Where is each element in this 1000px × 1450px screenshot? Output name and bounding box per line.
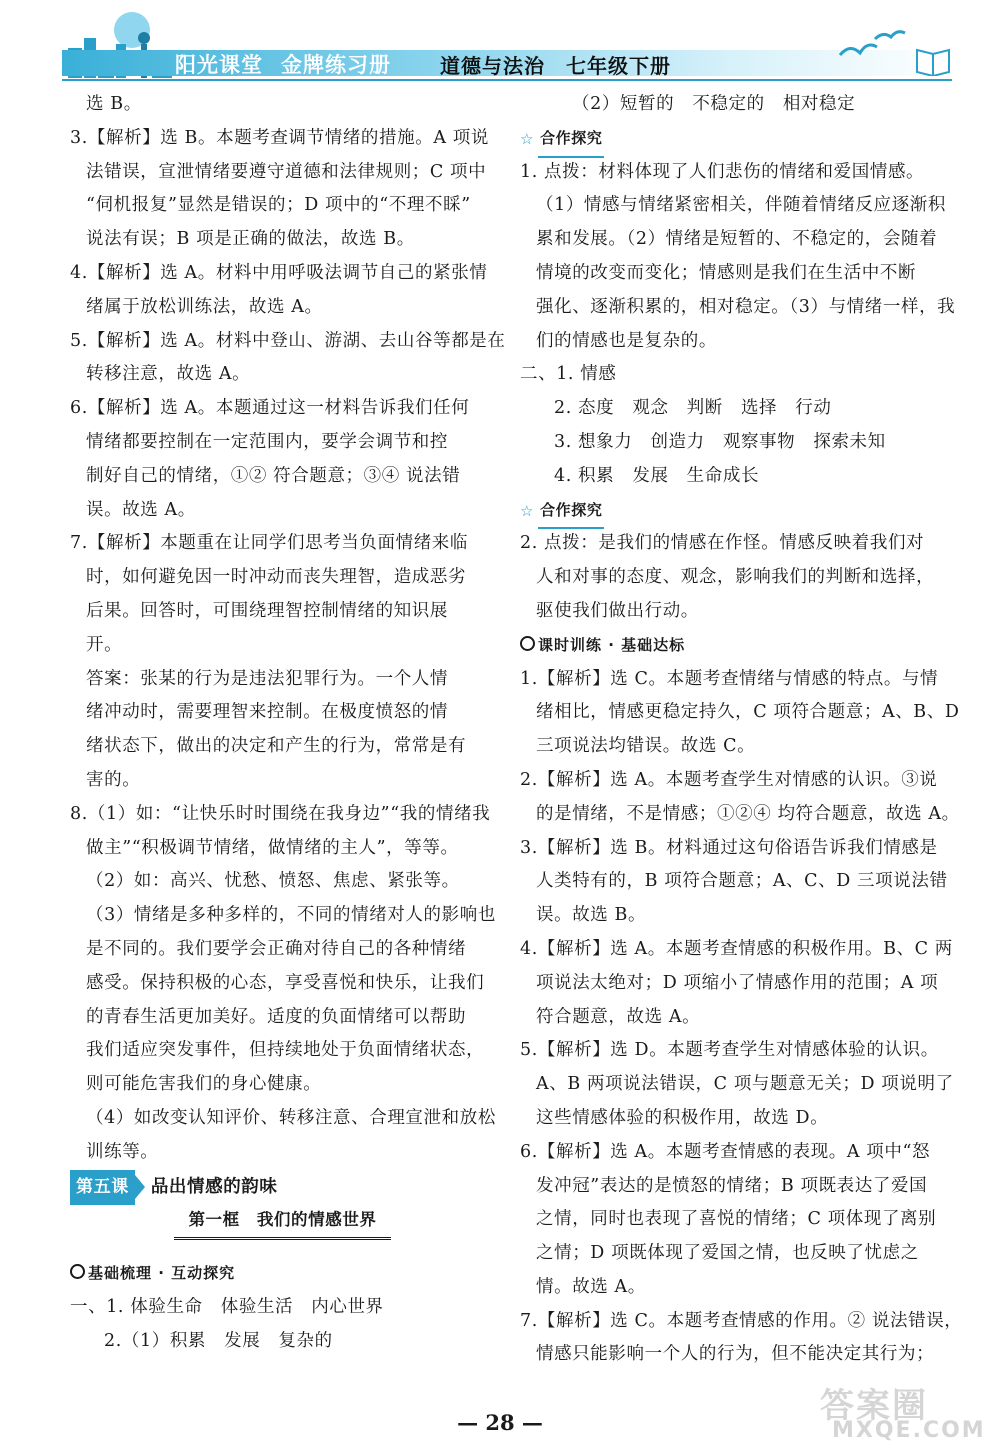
page-number: — 28 —	[457, 1410, 543, 1435]
text-line: 之情；D 项既体现了爱国之情，也反映了忧虑之	[536, 1243, 919, 1264]
text-line: 7.【解析】选 C。本题考查情感的作用。② 说法错误，	[520, 1310, 963, 1331]
lesson-title: 品出情感的韵味	[150, 1176, 278, 1197]
lesson-heading	[70, 1170, 495, 1204]
text-line: 们的情感也是复杂的。	[536, 330, 717, 351]
text-line: 是不同的。我们要学会正确对待自己的各种情绪	[86, 938, 467, 959]
section-dot-icon	[520, 636, 535, 651]
text-line: 的青春生活更加美好。适度的负面情绪可以帮助	[86, 1006, 467, 1027]
text-line: 发冲冠”表达的是愤怒的情绪；B 项既表达了爱国	[536, 1175, 928, 1196]
left-column	[70, 88, 506, 1358]
lesson-label: 第五课	[70, 1170, 135, 1206]
text-line: 2.【解析】选 A。本题考查学生对情感的认识。③说	[520, 769, 938, 790]
star-icon: ☆	[520, 501, 535, 520]
text-line: 时，如何避免因一时冲动而丧失理智，造成恶劣	[86, 567, 467, 588]
text-line: 2. 态度 观念 判断 选择 行动	[554, 398, 832, 419]
coop-heading-1: ☆ 合作探究	[520, 122, 945, 156]
text-line: 绪冲动时，需要理智来控制。在极度愤怒的情	[86, 702, 448, 723]
text-line: 3.【解析】选 B。本题考查调节情绪的措施。A 项说	[70, 127, 489, 148]
text-line: 1.【解析】选 C。本题考查情绪与情感的特点。与情	[520, 668, 939, 689]
section-basic-heading: 基础梳理 · 互动探究	[70, 1257, 495, 1291]
coop-heading-2: ☆ 合作探究	[520, 494, 945, 528]
basic-answers	[70, 1291, 495, 1359]
text-line: （1）情感与情绪紧密相关，伴随着情绪反应逐渐积	[536, 195, 946, 216]
lesson-arrow-icon	[135, 1175, 145, 1199]
text-line: （4）如改变认知评价、转移注意、合理宣泄和放松	[86, 1107, 496, 1128]
text-line: 说法有误；B 项是正确的做法，故选 B。	[86, 229, 415, 250]
page-header	[0, 0, 1000, 82]
frame-title: 第一框 我们的情感世界	[174, 1203, 390, 1240]
text-line: 5.【解析】选 D。本题考查学生对情感体验的认识。	[520, 1040, 939, 1061]
text-line: 情境的改变而变化；情感则是我们在生活中不断	[536, 262, 917, 283]
text-line: 8.（1）如：“让快乐时时围绕在我身边”“我的情绪我	[70, 803, 491, 824]
frame-heading	[70, 1203, 495, 1237]
text-line: 转移注意，故选 A。	[86, 364, 251, 385]
text-line: 强化、逐渐积累的，相对稳定。（3）与情绪一样，我	[536, 296, 956, 317]
coop-answers-1	[520, 156, 956, 494]
text-line: 做主”“积极调节情绪，做情绪的主人”，等等。	[86, 837, 459, 858]
text-line: 法错误，宣泄情绪要遵守道德和法律规则；C 项中	[86, 161, 487, 182]
header-rule	[62, 79, 952, 81]
coop-answers-2	[520, 527, 945, 628]
text-line: 绪状态下，做出的决定和产生的行为，常常是有	[86, 736, 467, 757]
text-line: 4.【解析】选 A。本题考查情感的积极作用。B、C 两	[520, 938, 953, 959]
text-line: 后果。回答时，可围绕理智控制情绪的知识展	[86, 600, 448, 621]
text-line: 4. 积累 发展 生命成长	[554, 465, 760, 486]
text-line: 5.【解析】选 A。材料中登山、游湖、去山谷等都是在	[70, 330, 506, 351]
text-line: A、B 两项说法错误，C 项与题意无关；D 项说明了	[536, 1074, 954, 1095]
text-line: 二、1. 情感	[520, 364, 617, 385]
text-line: “伺机报复”显然是错误的；D 项中的“不理不睬”	[86, 195, 471, 216]
text-line: 的是情绪，不是情感；①②④ 均符合题意，故选 A。	[536, 803, 960, 824]
text-line: 我们适应突发事件，但持续地处于负面情绪状态，	[86, 1040, 485, 1061]
text-line: 则可能危害我们的身心健康。	[86, 1074, 322, 1095]
text-line: （3）情绪是多种多样的，不同的情绪对人的影响也	[86, 905, 496, 926]
text-line: 训练等。	[86, 1141, 159, 1162]
text-line: 3. 想象力 创造力 观察事物 探索未知	[554, 431, 886, 452]
text-line: 误。故选 B。	[536, 905, 647, 926]
text-line: 驱使我们做出行动。	[536, 600, 699, 621]
text-line: 害的。	[86, 769, 141, 790]
text-line: 制好自己的情绪，①② 符合题意；③④ 说法错	[86, 465, 461, 486]
subject-title: 道德与法治 七年级下册	[440, 54, 671, 78]
text-line: 1. 点拨：材料体现了人们悲伤的情绪和爱国情感。	[520, 161, 925, 182]
text-line: 3.【解析】选 B。材料通过这句俗语告诉我们情感是	[520, 837, 938, 858]
text-line: 7.【解析】本题重在让同学们思考当负面情绪来临	[70, 533, 468, 554]
text-line: 2. 点拨：是我们的情感在作怪。情感反映着我们对	[520, 533, 925, 554]
birds-icon	[835, 25, 915, 65]
training-answers	[520, 663, 963, 1373]
text-line: 符合题意，故选 A。	[536, 1006, 701, 1027]
text-line: 开。	[86, 634, 123, 655]
text-line: 2.（1）积累 发展 复杂的	[104, 1330, 333, 1351]
text-line: 情绪都要控制在一定范围内，要学会调节和控	[86, 431, 448, 452]
text-line: 情感只能影响一个人的行为，但不能决定其行为；	[536, 1344, 935, 1365]
text-line: 项说法太绝对；D 项缩小了情感作用的范围；A 项	[536, 972, 939, 993]
star-icon: ☆	[520, 129, 535, 148]
text-line: 6.【解析】选 A。本题考查情感的表现。A 项中“怒	[520, 1141, 931, 1162]
text-line: （2）短暂的 不稳定的 相对稳定	[572, 94, 856, 114]
basic-answers-cont	[520, 88, 945, 122]
text-line: 绪属于放松训练法，故选 A。	[86, 296, 323, 317]
text-line: 人类特有的，B 项符合题意；A、C、D 三项说法错	[536, 871, 948, 892]
left-answers	[70, 88, 506, 1170]
text-line: 人和对事的态度、观念，影响我们的判断和选择，	[536, 567, 935, 588]
text-line: 这些情感体验的积极作用，故选 D。	[536, 1107, 829, 1128]
text-line: 4.【解析】选 A。材料中用呼吸法调节自己的紧张情	[70, 262, 488, 283]
text-line: 6.【解析】选 A。本题通过这一材料告诉我们任何	[70, 398, 470, 419]
text-line: 三项说法均错误。故选 C。	[536, 736, 756, 757]
text-line: 情。故选 A。	[536, 1276, 646, 1297]
text-line: 绪相比，情感更稳定持久，C 项符合题意；A、B、D	[536, 702, 960, 723]
text-line: 一、1. 体验生命 体验生活 内心世界	[70, 1296, 384, 1317]
section-training-heading: 课时训练 · 基础达标	[520, 629, 945, 663]
text-line: 累和发展。（2）情绪是短暂的、不稳定的，会随着	[536, 229, 938, 250]
book-icon	[915, 42, 951, 76]
text-line: 选 B。	[86, 94, 142, 114]
brand-title: 阳光课堂 金牌练习册	[175, 53, 391, 77]
text-line: 误。故选 A。	[86, 499, 196, 520]
text-line: 之情，同时也表现了喜悦的情绪；C 项体现了离别	[536, 1209, 937, 1230]
text-line: （2）如：高兴、忧愁、愤怒、焦虑、紧张等。	[86, 871, 460, 892]
right-column	[520, 88, 963, 1372]
section-dot-icon	[70, 1264, 85, 1279]
watermark-logo: 答案圈 MXQE.COM	[820, 1386, 986, 1443]
text-line: 感受。保持积极的心态，享受喜悦和快乐，让我们	[86, 972, 485, 993]
text-line: 答案：张某的行为是违法犯罪行为。一个人情	[86, 668, 448, 689]
